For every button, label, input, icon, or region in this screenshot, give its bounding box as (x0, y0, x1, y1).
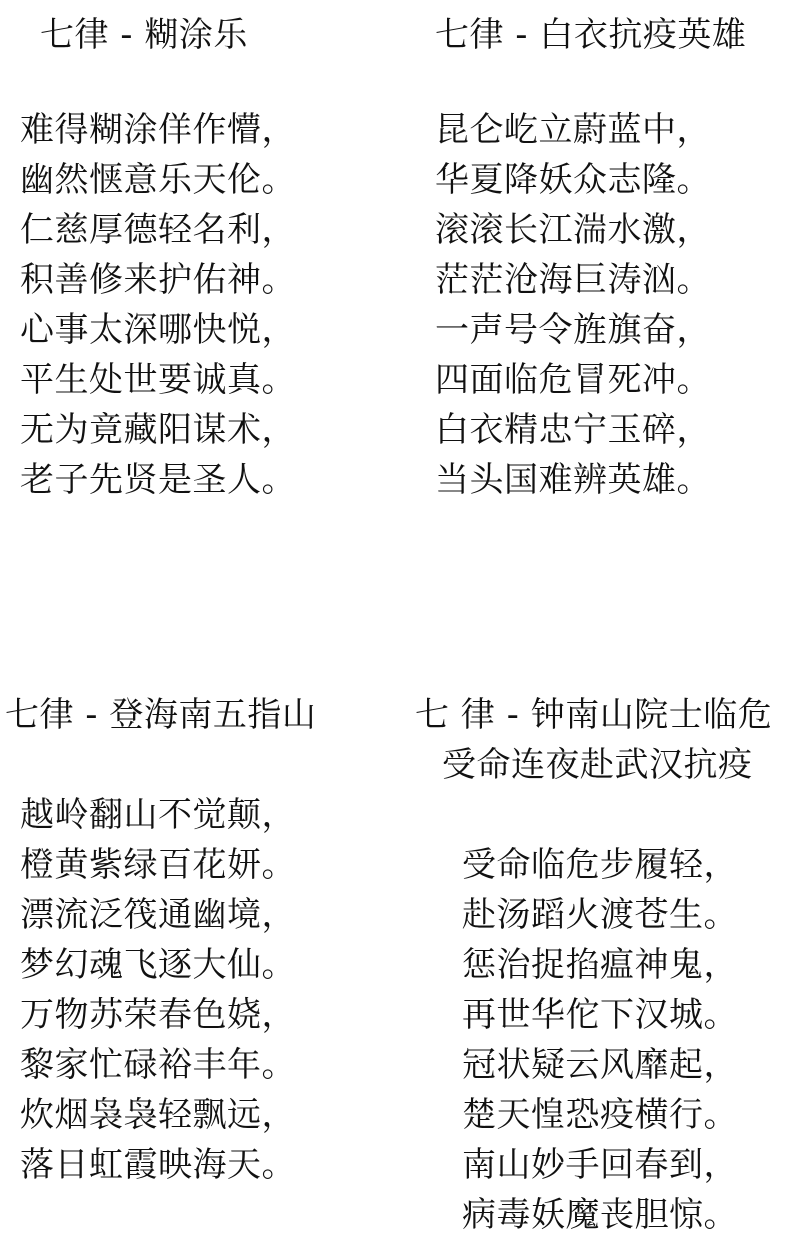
poem-line: 昆仑屹立蔚蓝中， (435, 110, 711, 150)
poem-line: 老子先贤是圣人。 (20, 460, 296, 500)
poem-line: 四面临危冒死冲。 (435, 360, 711, 400)
poem-title: 七律 - 白衣抗疫英雄 (435, 15, 747, 55)
poem-title: 七律 - 登海南五指山 (5, 695, 317, 735)
poem-line: 茫茫沧海巨涛汹。 (435, 260, 711, 300)
poem-line: 橙黄紫绿百花妍。 (20, 845, 296, 885)
poem-line: 当头国难辨英雄。 (435, 460, 711, 500)
poem-lines (435, 105, 711, 505)
poem-line: 受命临危步履轻， (462, 845, 738, 885)
poem-line: 滚滚长江湍水激， (435, 210, 711, 250)
poem-line: 黎家忙碌裕丰年。 (20, 1045, 296, 1085)
poem-line: 白衣精忠宁玉碎， (435, 410, 711, 450)
poem-lines (20, 105, 296, 505)
poem-line: 华夏降妖众志隆。 (435, 160, 711, 200)
poem-line: 病毒妖魔丧胆惊。 (462, 1195, 738, 1235)
poem-lines (20, 790, 296, 1190)
poem-subtitle: 受命连夜赴武汉抗疫 (442, 745, 753, 785)
poem-line: 难得糊涂佯作懵， (20, 110, 296, 150)
poem-line: 漂流泛筏通幽境， (20, 895, 296, 935)
poem-line: 越岭翻山不觉颠， (20, 795, 296, 835)
poem-line: 炊烟袅袅轻飘远， (20, 1095, 296, 1135)
poem-title: 七律 - 糊涂乐 (40, 15, 248, 55)
poem-line: 万物苏荣春色娆， (20, 995, 296, 1035)
poem-line: 梦幻魂飞逐大仙。 (20, 945, 296, 985)
poem-line: 冠状疑云风靡起， (462, 1045, 738, 1085)
poem-line: 楚天惶恐疫横行。 (462, 1095, 738, 1135)
poem-lines (462, 840, 738, 1240)
poem-line: 无为竟藏阳谋术， (20, 410, 296, 450)
poem-title: 七 律 - 钟南山院士临危 (415, 695, 773, 735)
poem-line: 赴汤蹈火渡苍生。 (462, 895, 738, 935)
poem-line: 再世华佗下汉城。 (462, 995, 738, 1035)
poem-line: 幽然惬意乐天伦。 (20, 160, 296, 200)
poem-line: 心事太深哪快悦， (20, 310, 296, 350)
poem-line: 仁慈厚德轻名利， (20, 210, 296, 250)
poem-line: 平生处世要诚真。 (20, 360, 296, 400)
poem-line: 惩治捉掐瘟神鬼， (462, 945, 738, 985)
poem-line: 一声号令旌旗奋， (435, 310, 711, 350)
poem-line: 积善修来护佑神。 (20, 260, 296, 300)
poem-line: 南山妙手回春到， (462, 1145, 738, 1185)
poem-line: 落日虹霞映海天。 (20, 1145, 296, 1185)
